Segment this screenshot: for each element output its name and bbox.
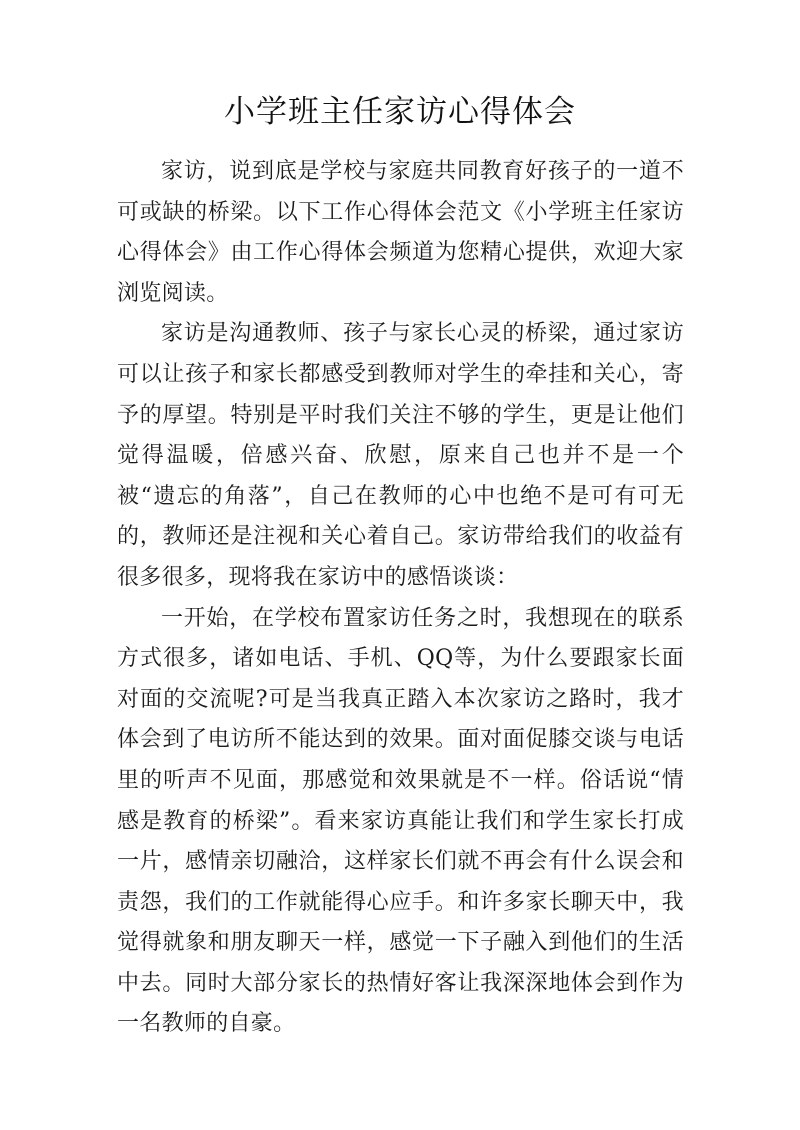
paragraph-intro: 家访，说到底是学校与家庭共同教育好孩子的一道不可或缺的桥梁。以下工作心得体会范文《小学班主任家访心得体会》由工作心得体会频道为您精心提供，欢迎大家浏览阅读。 xyxy=(117,159,684,306)
paragraph-face-to-face: 一开始，在学校布置家访任务之时，我想现在的联系方式很多，诸如电话、手机、QQ等，为什么要跟家长面对面的交流呢?可是当我真正踏入本次家访之路时，我才体会到了电访所不能达到的效果。面对面促膝交谈与电话里的听声不见面，那感觉和效果就是不一样。俗话说“情感是教育的桥梁”。看来家访真能让我们和学生家长打成一片，感情亲切融洽，这样家长们就不再会有什么误会和责怨，我们的工作就能得心应手。和许多家长聊天中，我觉得就象和朋友聊天一样，感觉一下子融入到他们的生活中去。同时大部分家长的热情好客让我深深地体会到作为一名教师的自豪。 xyxy=(117,605,684,1037)
document-body xyxy=(117,152,684,1045)
document-title: 小学班主任家访心得体会 xyxy=(224,94,576,130)
paragraph-home-visit-bridge: 家访是沟通教师、孩子与家长心灵的桥梁，通过家访可以让孩子和家长都感受到教师对学生的牵挂和关心，寄予的厚望。特别是平时我们关注不够的学生，更是让他们觉得温暖，倍感兴奋、欣慰，原来自己也并不是一个被“遗忘的角落”，自己在教师的心中也绝不是可有可无的，教师还是注视和关心着自己。家访带给我们的收益有很多很多，现将我在家访中的感悟谈谈： xyxy=(117,321,684,590)
